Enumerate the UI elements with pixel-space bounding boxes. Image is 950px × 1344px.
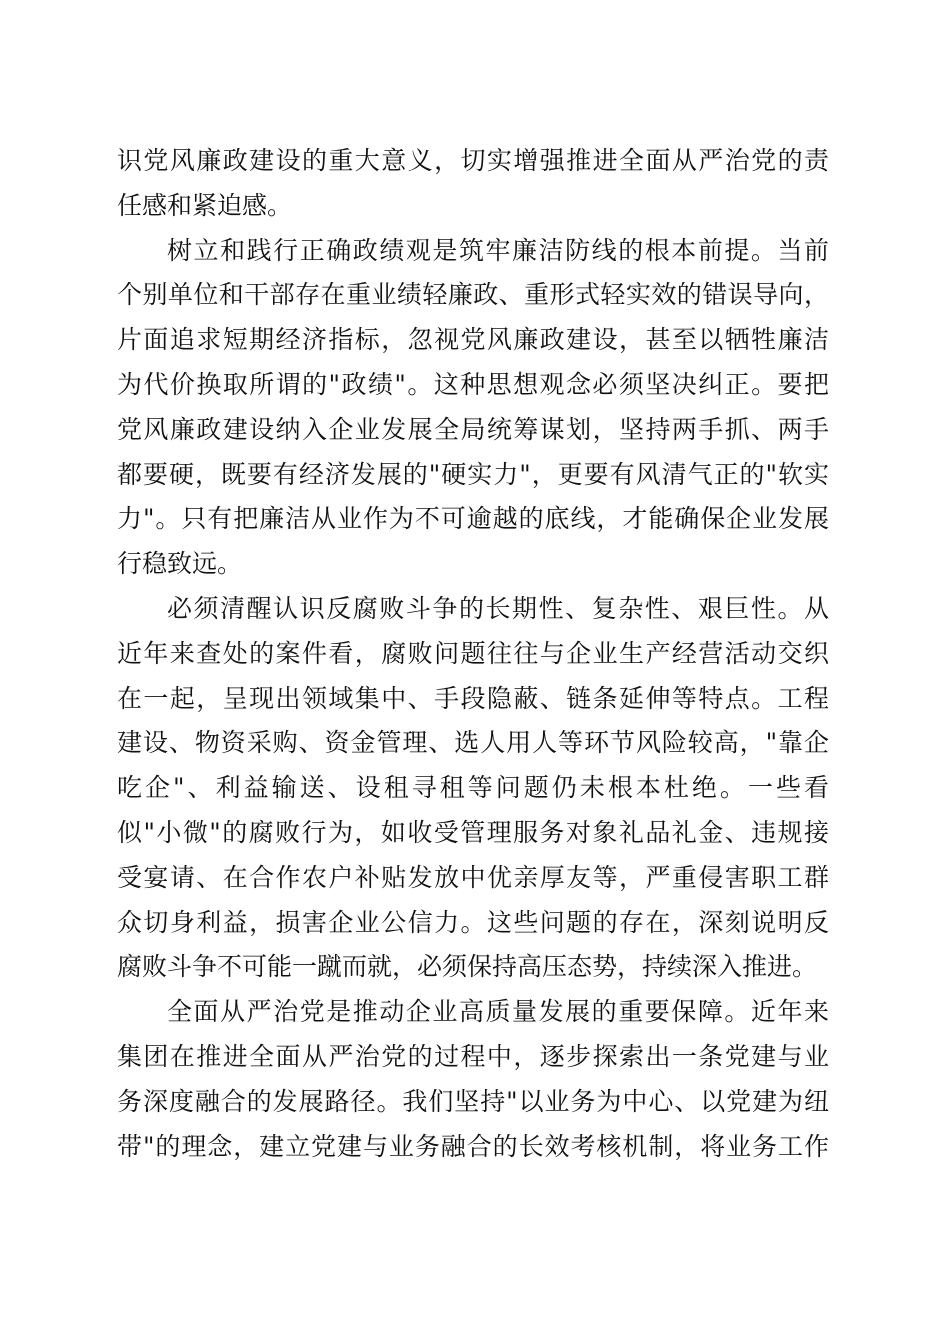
text-line: 腐败斗争不可能一蹴而就，必须保持高压态势，持续深入推进。	[117, 952, 818, 982]
text-line: 受宴请、在合作农户补贴发放中优亲厚友等，严重侵害职工群	[117, 862, 829, 892]
paragraph-3	[117, 587, 829, 990]
text-line: 在一起，呈现出领域集中、手段隐蔽、链条延伸等特点。工程	[117, 683, 829, 713]
paragraph-4	[117, 990, 829, 1169]
paragraph-1	[117, 139, 829, 229]
text-line: 带"的理念，建立党建与业务融合的长效考核机制，将业务工作	[117, 1131, 829, 1161]
text-line: 全面从严治党是推动企业高质量发展的重要保障。近年来	[167, 997, 829, 1027]
text-line: 片面追求短期经济指标，忽视党风廉政建设，甚至以牺牲廉洁	[117, 325, 829, 355]
text-line: 为代价换取所谓的"政绩"。这种思想观念必须坚决纠正。要把	[117, 369, 829, 399]
text-line: 近年来查处的案件看，腐败问题往往与企业生产经营活动交织	[117, 638, 829, 668]
text-line: 行稳致远。	[117, 549, 243, 579]
text-line: 都要硬，既要有经济发展的"硬实力"，更要有风清气正的"软实	[117, 459, 829, 489]
text-line: 树立和践行正确政绩观是筑牢廉洁防线的根本前提。当前	[167, 235, 829, 265]
text-line: 众切身利益，损害企业公信力。这些问题的存在，深刻说明反	[117, 907, 829, 937]
text-line: 集团在推进全面从严治党的过程中，逐步探索出一条党建与业	[117, 1041, 829, 1071]
document-body	[117, 139, 829, 1169]
text-line: 识党风廉政建设的重大意义，切实增强推进全面从严治党的责	[117, 146, 829, 175]
text-line: 必须清醒认识反腐败斗争的长期性、复杂性、艰巨性。从	[167, 593, 829, 623]
text-line: 似"小微"的腐败行为，如收受管理服务对象礼品礼金、违规接	[117, 817, 829, 847]
text-line: 务深度融合的发展路径。我们坚持"以业务为中心、以党建为纽	[117, 1086, 829, 1116]
text-line: 党风廉政建设纳入企业发展全局统筹谋划，坚持两手抓、两手	[117, 414, 829, 444]
text-line: 建设、物资采购、资金管理、选人用人等环节风险较高，"靠企	[117, 728, 829, 758]
paragraph-2	[117, 229, 829, 587]
text-line: 任感和紧迫感。	[117, 190, 293, 220]
text-line: 吃企"、利益输送、设租寻租等问题仍未根本杜绝。一些看	[117, 773, 829, 803]
text-line: 力"。只有把廉洁从业作为不可逾越的底线，才能确保企业发展	[117, 504, 829, 534]
text-line: 个别单位和干部存在重业绩轻廉政、重形式轻实效的错误导向，	[117, 280, 829, 310]
